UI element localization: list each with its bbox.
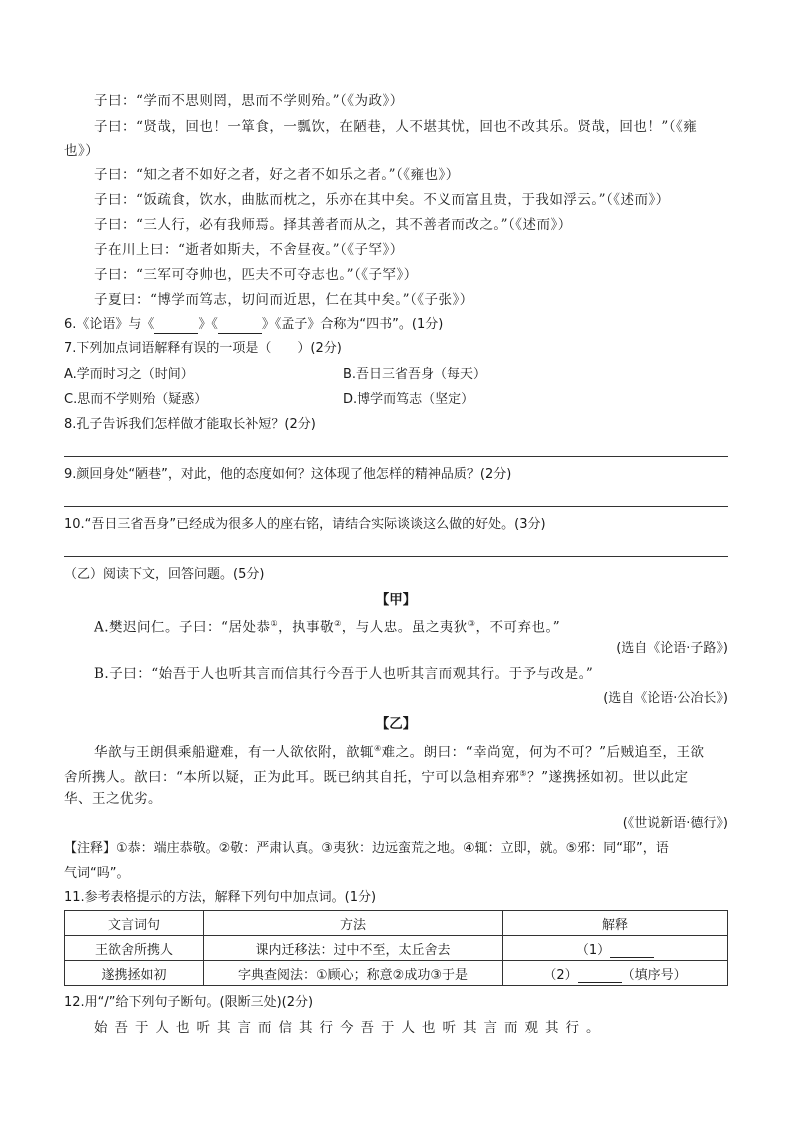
jia-passage-b: B.子曰：“始吾于人也听其言而信其行今吾于人也听其言而观其行。于予与改是。” [94,666,594,682]
quote-line-2: 子曰：“贤哉，回也！一箪食，一瓢饮，在陋巷，人不堪其忧，回也不改其乐。贤哉，回也！”（《雍 [94,119,698,135]
annotation-notes-2: 气词“吗”。 [64,866,130,881]
question-10: 10.“吾日三省吾身”已经成为很多人的座右铭，请结合实际谈谈这么做的好处。(3分) [64,517,546,532]
table-cell: 遂携拯如初 [65,961,204,986]
answer-blank-1[interactable] [154,319,198,334]
section-heading: （乙）阅读下文，回答问题。(5分) [64,567,265,582]
table-header: 文言词句 [65,911,204,936]
question-11: 11.参考表格提示的方法，解释下列句中加点词。(1分) [64,890,377,905]
answer-line-8[interactable] [64,456,728,457]
answer-blank-q11-1[interactable] [610,943,654,958]
option-b[interactable]: B.吾日三省吾身（每天） [343,367,487,382]
annotation-notes-1: 【注释】①恭：端庄恭敬。②敬：严肃认真。③夷狄：边远蛮荒之地。④辄：立即，就。⑤邪：同“耶”，语 [64,841,669,856]
jia-title: 【甲】 [375,592,417,608]
option-d[interactable]: D.博学而笃志（坚定） [343,392,475,407]
quote-line-4: 子曰：“饭疏食，饮水，曲肱而枕之，乐亦在其中矣。不义而富且贵，于我如浮云。”（《述而》） [94,192,670,208]
quote-line-1: 子曰：“学而不思则罔，思而不学则殆。”（《为政》） [94,93,404,109]
answer-line-9[interactable] [64,506,728,507]
table-cell: 字典查阅法：①顾心；称意②成功③于是 [204,961,503,986]
quote-line-6: 子在川上曰：“逝者如斯夫，不舍昼夜。”（《子罕》） [94,242,404,258]
yi-passage-line-3: 华、王之优劣。 [64,791,162,807]
jia-a-source: (选自《论语·子路》) [616,641,728,656]
question-7: 7.下列加点词语解释有误的一项是（ ）(2分) [64,341,342,356]
quote-line-2-cont: 也》） [64,143,100,159]
question-8: 8.孔子告诉我们怎样做才能取长补短？(2分) [64,417,316,432]
quote-line-5: 子曰：“三人行，必有我师焉。择其善者而从之，其不善者而改之。”（《述而》） [94,217,572,233]
question-12: 12.用“/”给下列句子断句。(限断三处)(2分) [64,995,314,1010]
sentence-to-punctuate[interactable]: 始吾于人也听其言而信其行今吾于人也听其言而观其行。 [94,1020,607,1036]
option-c[interactable]: C.思而不学则殆（疑惑） [64,392,208,407]
method-table [64,910,728,986]
jia-passage-a: A.樊迟问仁。子曰：“居处恭①，执事敬②，与人忠。虽之夷狄③，不可弃也。” [94,619,561,636]
yi-passage-line-2: 舍所携人。歆曰：“本所以疑，正为此耳。既已纳其自托，宁可以急相弃邪⑤？”遂携拯如初。世以此定 [64,769,689,786]
table-row [65,936,728,961]
answer-blank-2[interactable] [218,319,262,334]
table-header: 方法 [204,911,503,936]
answer-line-10[interactable] [64,556,728,557]
answer-blank-q11-2[interactable] [578,968,622,983]
table-cell-answer: （1） [503,936,728,961]
table-header-row [65,911,728,936]
yi-source: (《世说新语·德行》) [622,816,728,831]
yi-passage-line-1: 华歆与王朗俱乘船避难，有一人欲依附，歆辄④难之。朗曰：“幸尚宽，何为不可？”后贼追至，王欲 [94,744,705,761]
quote-line-7: 子曰：“三军可夺帅也，匹夫不可夺志也。”（《子罕》） [94,267,418,283]
quote-line-3: 子曰：“知之者不如好之者，好之者不如乐之者。”（《雍也》） [94,167,460,183]
table-cell: 课内迁移法：过中不至，太丘舍去 [204,936,503,961]
question-9: 9.颜回身处“陋巷”，对此，他的态度如何？这体现了他怎样的精神品质？(2分) [64,467,512,482]
question-6: 6.《论语》与《 》《 》《孟子》合称为“四书”。(1分) [64,317,444,332]
quote-line-8: 子夏曰：“博学而笃志，切问而近思，仁在其中矣。”（《子张》） [94,292,474,308]
table-row [65,961,728,986]
jia-b-source: (选自《论语·公冶长》) [603,691,728,706]
yi-title: 【乙】 [375,716,417,732]
table-cell-answer: （2） （填序号） [503,961,728,986]
option-a[interactable]: A.学而时习之（时间） [64,367,194,382]
table-cell: 王欲舍所携人 [65,936,204,961]
table-header: 解释 [503,911,728,936]
